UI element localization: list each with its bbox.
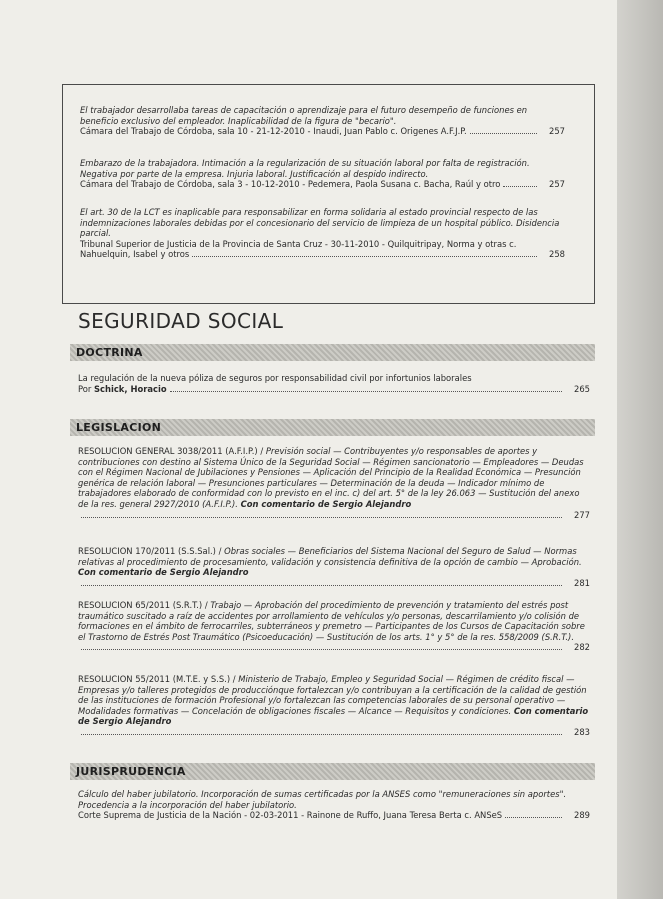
case-citation: Corte Suprema de Justicia de la Nación - 02-03-2011 - Rainone de Ruffo, Juana Teresa Berta c. ANSeS bbox=[78, 810, 503, 821]
resolution-entry-4 bbox=[78, 674, 590, 738]
jurisprudencia-header bbox=[70, 763, 595, 780]
case-entry-2 bbox=[80, 158, 565, 190]
case-citation-line bbox=[80, 179, 565, 190]
resolution-body: Ministerio de Trabajo, Empleo y Seguridad Social — Régimen de crédito fiscal — Empresas y/o talleres protegidos de producciónque fortalezcan y/o contribuyan a la certificación de la calidad de gestión de las instituciones de formación Profesional y/o fortalezcan las competencias laborales de su personal operativo — Modalidades formativas — Concelación de obligaciones fiscales — Alcance — Requisitos y condiciones. bbox=[78, 674, 587, 716]
case-citation-cont: Nahuelquin, Isabel y otros bbox=[80, 249, 190, 260]
legislacion-label: LEGISLACION bbox=[76, 421, 162, 434]
author-wrap bbox=[78, 384, 167, 395]
page-number: 257 bbox=[549, 126, 565, 137]
resolution-text bbox=[78, 446, 590, 510]
case-summary: El art. 30 de la LCT es inaplicable para responsabilizar en forma solidaria al estado provincial respecto de las indemnizaciones laborales debidas por el concesionario del servicio de limpieza de un hospital público. Disidencia parcial. bbox=[80, 207, 560, 239]
page-number: 289 bbox=[574, 810, 590, 821]
dot-leader bbox=[503, 186, 537, 187]
case-citation-line bbox=[78, 810, 590, 821]
legislacion-header bbox=[70, 419, 595, 436]
dot-leader bbox=[505, 817, 562, 818]
dot-leader bbox=[81, 649, 562, 650]
dot-leader bbox=[170, 391, 562, 392]
resolution-text bbox=[78, 674, 590, 727]
page-line bbox=[78, 510, 590, 521]
section-title: SEGURIDAD SOCIAL bbox=[78, 309, 284, 333]
resolution-entry-2 bbox=[78, 546, 590, 588]
case-summary: El trabajador desarrollaba tareas de capacitación o aprendizaje para el futuro desempeño de funciones en beneficio exclusivo del empleador. Inaplicabilidad de la figura de "becario". bbox=[80, 105, 528, 126]
page-number: 281 bbox=[574, 577, 590, 588]
dot-leader bbox=[192, 256, 537, 257]
case-citation-line bbox=[80, 249, 565, 260]
page-line bbox=[78, 727, 590, 738]
resolution-text bbox=[78, 546, 590, 578]
resolution-body: Previsión social — Contribuyentes y/o responsables de aportes y contribuciones con destino al Sistema Único de la Seguridad Social — Régimen sancionatorio — Empleadores — Deudas con el Régimen Nacional de Jubilaciones y Pensiones — Aplicación del Principio de la Realidad Económica — Presunción genérica de relación laboral — Presunciones particulares — Determinación de la deuda — Indicador mínimo de trabajadores elaborado de conformidad con lo previsto en el inc. c) del art. 5° de la ley 26.063 — Sustitución del anexo de la res. general 2927/2010 (A.F.I.P.). bbox=[78, 446, 584, 509]
resolution-comment: Con comentario de Sergio Alejandro bbox=[240, 498, 412, 509]
case-citation: Cámara del Trabajo de Córdoba, sala 3 - 10-12-2010 - Pedemera, Paola Susana c. Bacha, Raúl y otro bbox=[80, 179, 501, 190]
resolution-comment: Con comentario de Sergio Alejandro bbox=[78, 705, 589, 727]
author-name: Schick, Horacio bbox=[94, 383, 167, 394]
resolution-text bbox=[78, 600, 590, 642]
resolution-head: RESOLUCION 55/2011 (M.T.E. y S.S.) / bbox=[78, 674, 236, 684]
resolution-entry-1 bbox=[78, 446, 590, 520]
book-spine-shadow bbox=[617, 0, 663, 899]
dot-leader bbox=[81, 734, 562, 735]
page-number: 258 bbox=[549, 249, 565, 260]
page-number: 277 bbox=[574, 509, 590, 520]
page-number: 265 bbox=[574, 383, 590, 394]
resolution-comment: Con comentario de Sergio Alejandro bbox=[78, 567, 249, 578]
resolution-head: RESOLUCION GENERAL 3038/2011 (A.F.I.P.) / bbox=[78, 446, 264, 456]
case-summary: Cálculo del haber jubilatorio. Incorporación de sumas certificadas por la ANSES como "remuneraciones sin aportes". Procedencia a la incorporación del haber jubilatorio. bbox=[78, 789, 567, 810]
jurisprudencia-entry bbox=[78, 789, 590, 821]
doctrina-label: DOCTRINA bbox=[76, 346, 143, 359]
page-number: 283 bbox=[574, 726, 590, 737]
doctrina-author-line bbox=[78, 384, 590, 395]
author-prefix: Por bbox=[78, 383, 92, 394]
doctrina-header bbox=[70, 344, 595, 361]
dot-leader bbox=[81, 517, 562, 518]
resolution-entry-3 bbox=[78, 600, 590, 653]
case-entry-3 bbox=[80, 207, 565, 260]
resolution-head: RESOLUCION 170/2011 (S.S.Sal.) / bbox=[78, 546, 222, 556]
case-citation-line bbox=[80, 126, 565, 137]
doctrina-title: La regulación de la nueva póliza de seguros por responsabilidad civil por infortunios laborales bbox=[78, 373, 472, 383]
jurisprudencia-label: JURISPRUDENCIA bbox=[76, 765, 186, 778]
page-number: 282 bbox=[574, 642, 590, 653]
case-entry-1 bbox=[80, 105, 565, 137]
doctrina-entry bbox=[78, 373, 590, 394]
case-citation: Tribunal Superior de Justicia de la Provincia de Santa Cruz - 30-11-2010 - Quilquitripay, Norma y otras c. bbox=[80, 238, 517, 249]
resolution-body: Trabajo — Aprobación del procedimiento de prevención y tratamiento del estrés post traumático suscitado a raíz de accidentes por arrollamiento de vehículos y/o personas, descarrilamiento y/o colisión de formaciones en el ámbito de ferrocarriles, subterráneos y premetro — Participantes de los Cursos de Capacitación sobre el Trastorno de Estrés Post Traumático (Psicoeducación) — Sustitución de los arts. 1° y 5° de la res. 558/2009 (S.R.T.). bbox=[78, 600, 585, 642]
resolution-body: Obras sociales — Beneficiarios del Sistema Nacional del Seguro de Salud — Normas relativas al procedimiento de procesamiento, validación y consistencia definitiva de la opción de cambio — Aprobación. bbox=[78, 546, 582, 567]
page-line bbox=[78, 642, 590, 653]
resolution-head: RESOLUCION 65/2011 (S.R.T.) / bbox=[78, 600, 208, 610]
dot-leader bbox=[81, 585, 562, 586]
case-citation: Cámara del Trabajo de Córdoba, sala 10 - 21-12-2010 - Inaudi, Juan Pablo c. Origenes A.F.J.P. bbox=[80, 126, 467, 137]
page-number: 257 bbox=[549, 179, 565, 190]
page-line bbox=[78, 578, 590, 589]
dot-leader bbox=[470, 133, 537, 134]
case-summary: Embarazo de la trabajadora. Intimación a la regularización de su situación laboral por falta de registración. Negativa por parte de la empresa. Injuria laboral. Justificación al despido indirecto. bbox=[80, 158, 530, 179]
